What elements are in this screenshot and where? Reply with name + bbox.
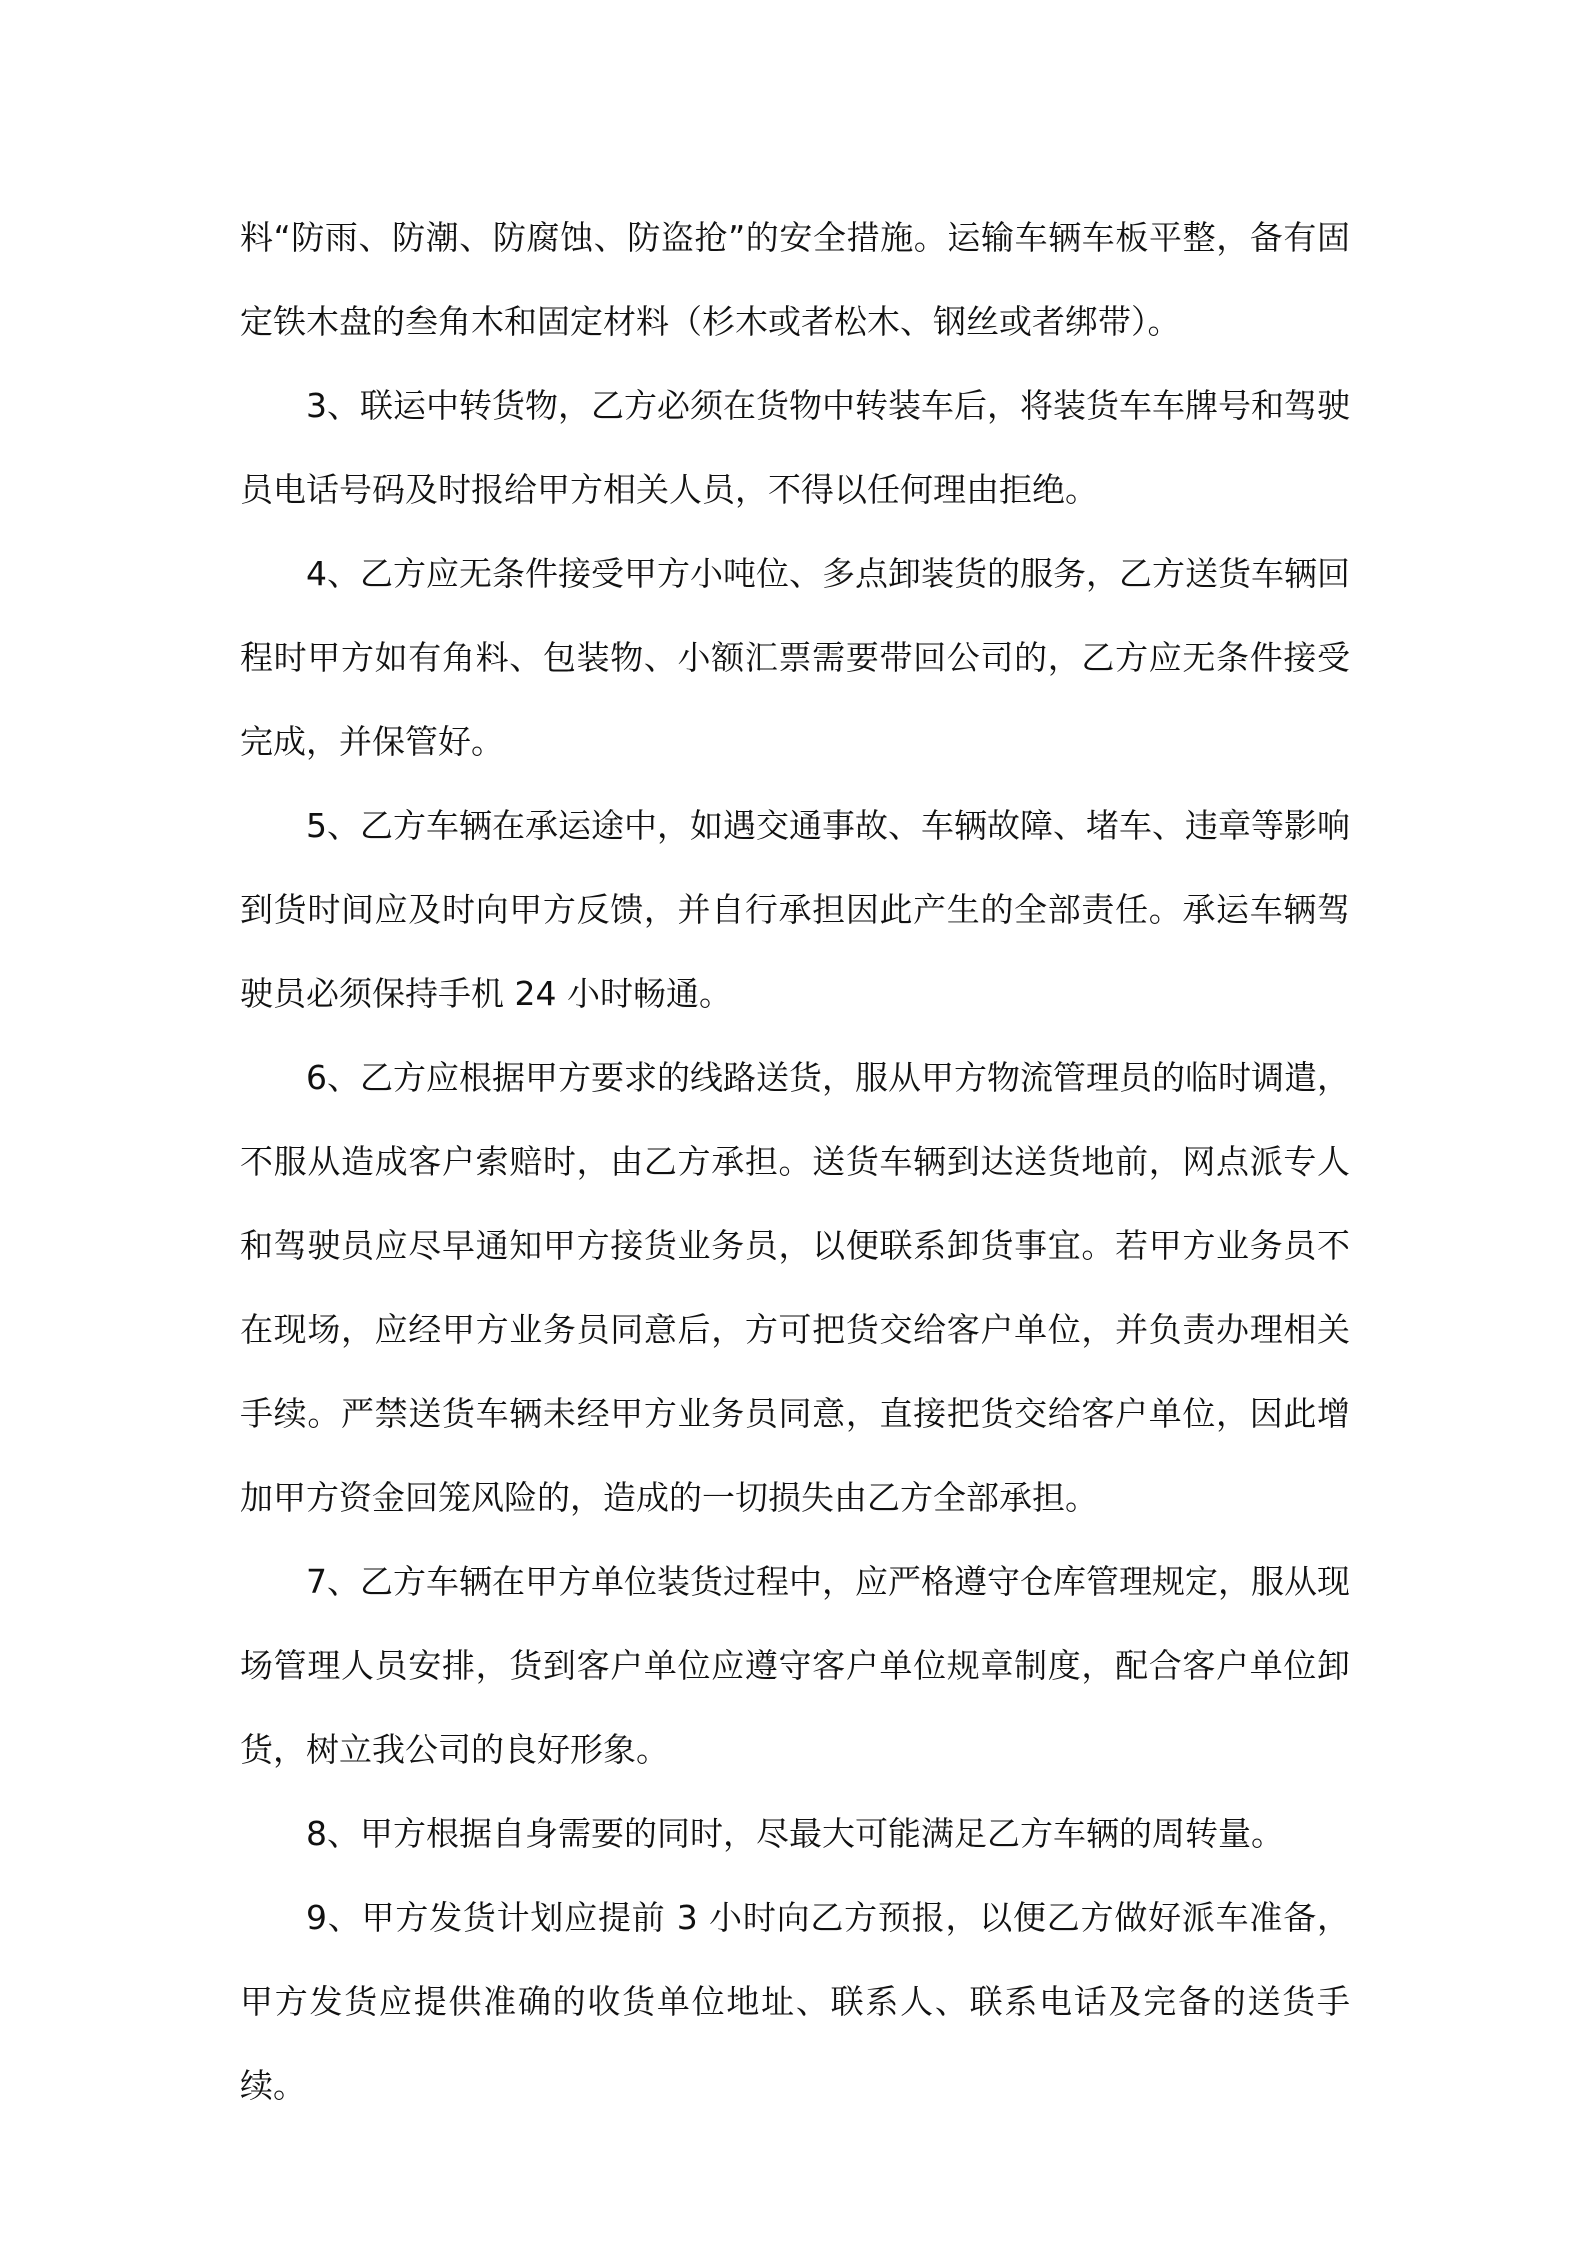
document-body (240, 196, 1350, 2128)
paragraph-item-6: 6、乙方应根据甲方要求的线路送货，服从甲方物流管理员的临时调遣，不服从造成客户索赔时，由乙方承担。送货车辆到达送货地前，网点派专人和驾驶员应尽早通知甲方接货业务员，以便联系卸货事宜。若甲方业务员不在现场，应经甲方业务员同意后，方可把货交给客户单位，并负责办理相关手续。严禁送货车辆未经甲方业务员同意，直接把货交给客户单位，因此增加甲方资金回笼风险的，造成的一切损失由乙方全部承担。 (240, 1058, 1350, 1517)
paragraph-item-4: 4、乙方应无条件接受甲方小吨位、多点卸装货的服务，乙方送货车辆回程时甲方如有角料、包装物、小额汇票需要带回公司的，乙方应无条件接受完成，并保管好。 (240, 554, 1350, 761)
paragraph-item-9: 9、甲方发货计划应提前 3 小时向乙方预报，以便乙方做好派车准备，甲方发货应提供准确的收货单位地址、联系人、联系电话及完备的送货手续。 (240, 1898, 1350, 2105)
paragraph-item-3: 3、联运中转货物，乙方必须在货物中转装车后，将装货车车牌号和驾驶员电话号码及时报给甲方相关人员，不得以任何理由拒绝。 (240, 386, 1350, 509)
paragraph-item-5: 5、乙方车辆在承运途中，如遇交通事故、车辆故障、堵车、违章等影响到货时间应及时向甲方反馈，并自行承担因此产生的全部责任。承运车辆驾驶员必须保持手机 24 小时畅通。 (240, 806, 1350, 1013)
paragraph-item-8: 8、甲方根据自身需要的同时，尽最大可能满足乙方车辆的周转量。 (306, 1814, 1284, 1853)
paragraph-continuation: 料“防雨、防潮、防腐蚀、防盗抢”的安全措施。运输车辆车板平整，备有固定铁木盘的叁角木和固定材料（杉木或者松木、钢丝或者绑带）。 (240, 218, 1350, 341)
paragraph-item-7: 7、乙方车辆在甲方单位装货过程中，应严格遵守仓库管理规定，服从现场管理人员安排，货到客户单位应遵守客户单位规章制度，配合客户单位卸货，树立我公司的良好形象。 (240, 1562, 1350, 1769)
